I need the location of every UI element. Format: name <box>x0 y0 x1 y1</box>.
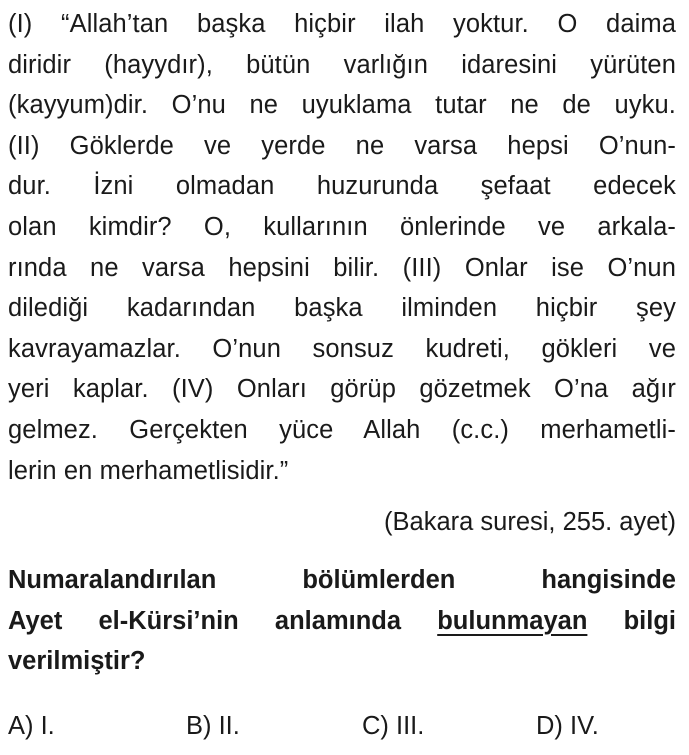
question-line: Numaralandırılan bölümlerden hangisinde <box>8 566 676 594</box>
answer-options <box>8 706 676 746</box>
passage-line: yeri kaplar. (IV) Onları görüp gözetmek O’na ağır <box>8 375 676 404</box>
passage-line: dilediği kadarından başka ilminden hiçbir şey <box>8 294 676 323</box>
passage-line: kavrayamazlar. O’nun sonsuz kudreti, gökleri ve <box>8 334 676 363</box>
question-text: Ayet el-Kürsi’nin anlamında <box>8 606 402 635</box>
question-line <box>8 601 676 642</box>
option-a[interactable]: A) I. <box>8 712 55 740</box>
passage-line: (kayyum)dir. O’nu ne uyuklama tutar ne de uyku. <box>8 91 676 120</box>
passage-line: lerin en merhametlisidir.” <box>8 456 289 485</box>
option-c[interactable]: C) III. <box>362 712 425 740</box>
passage-line: diridir (hayydır), bütün varlığın idaresini yürüten <box>8 50 676 79</box>
passage-line: dur. İzni olmadan huzurunda şefaat edecek <box>8 172 676 201</box>
passage-line: olan kimdir? O, kullarının önlerinde ve arkala- <box>8 212 676 241</box>
passage-line: gelmez. Gerçekten yüce Allah (c.c.) merhametli- <box>8 415 676 444</box>
passage-line: (I) “Allah’tan başka hiçbir ilah yoktur. O daima <box>8 10 676 38</box>
question-text: bilgi <box>623 606 676 635</box>
option-b[interactable]: B) II. <box>186 712 240 740</box>
passage-line: rında ne varsa hepsini bilir. (III) Onlar ise O’nun <box>8 253 676 282</box>
verse-source: (Bakara suresi, 255. ayet) <box>384 508 676 536</box>
question-stem <box>8 560 676 682</box>
option-d[interactable]: D) IV. <box>536 712 599 740</box>
question-line: verilmiştir? <box>8 647 146 675</box>
passage-text <box>8 4 676 491</box>
passage-line: (II) Göklerde ve yerde ne varsa hepsi O’nun- <box>8 131 676 160</box>
emphasized-keyword: bulunmayan <box>437 606 588 635</box>
